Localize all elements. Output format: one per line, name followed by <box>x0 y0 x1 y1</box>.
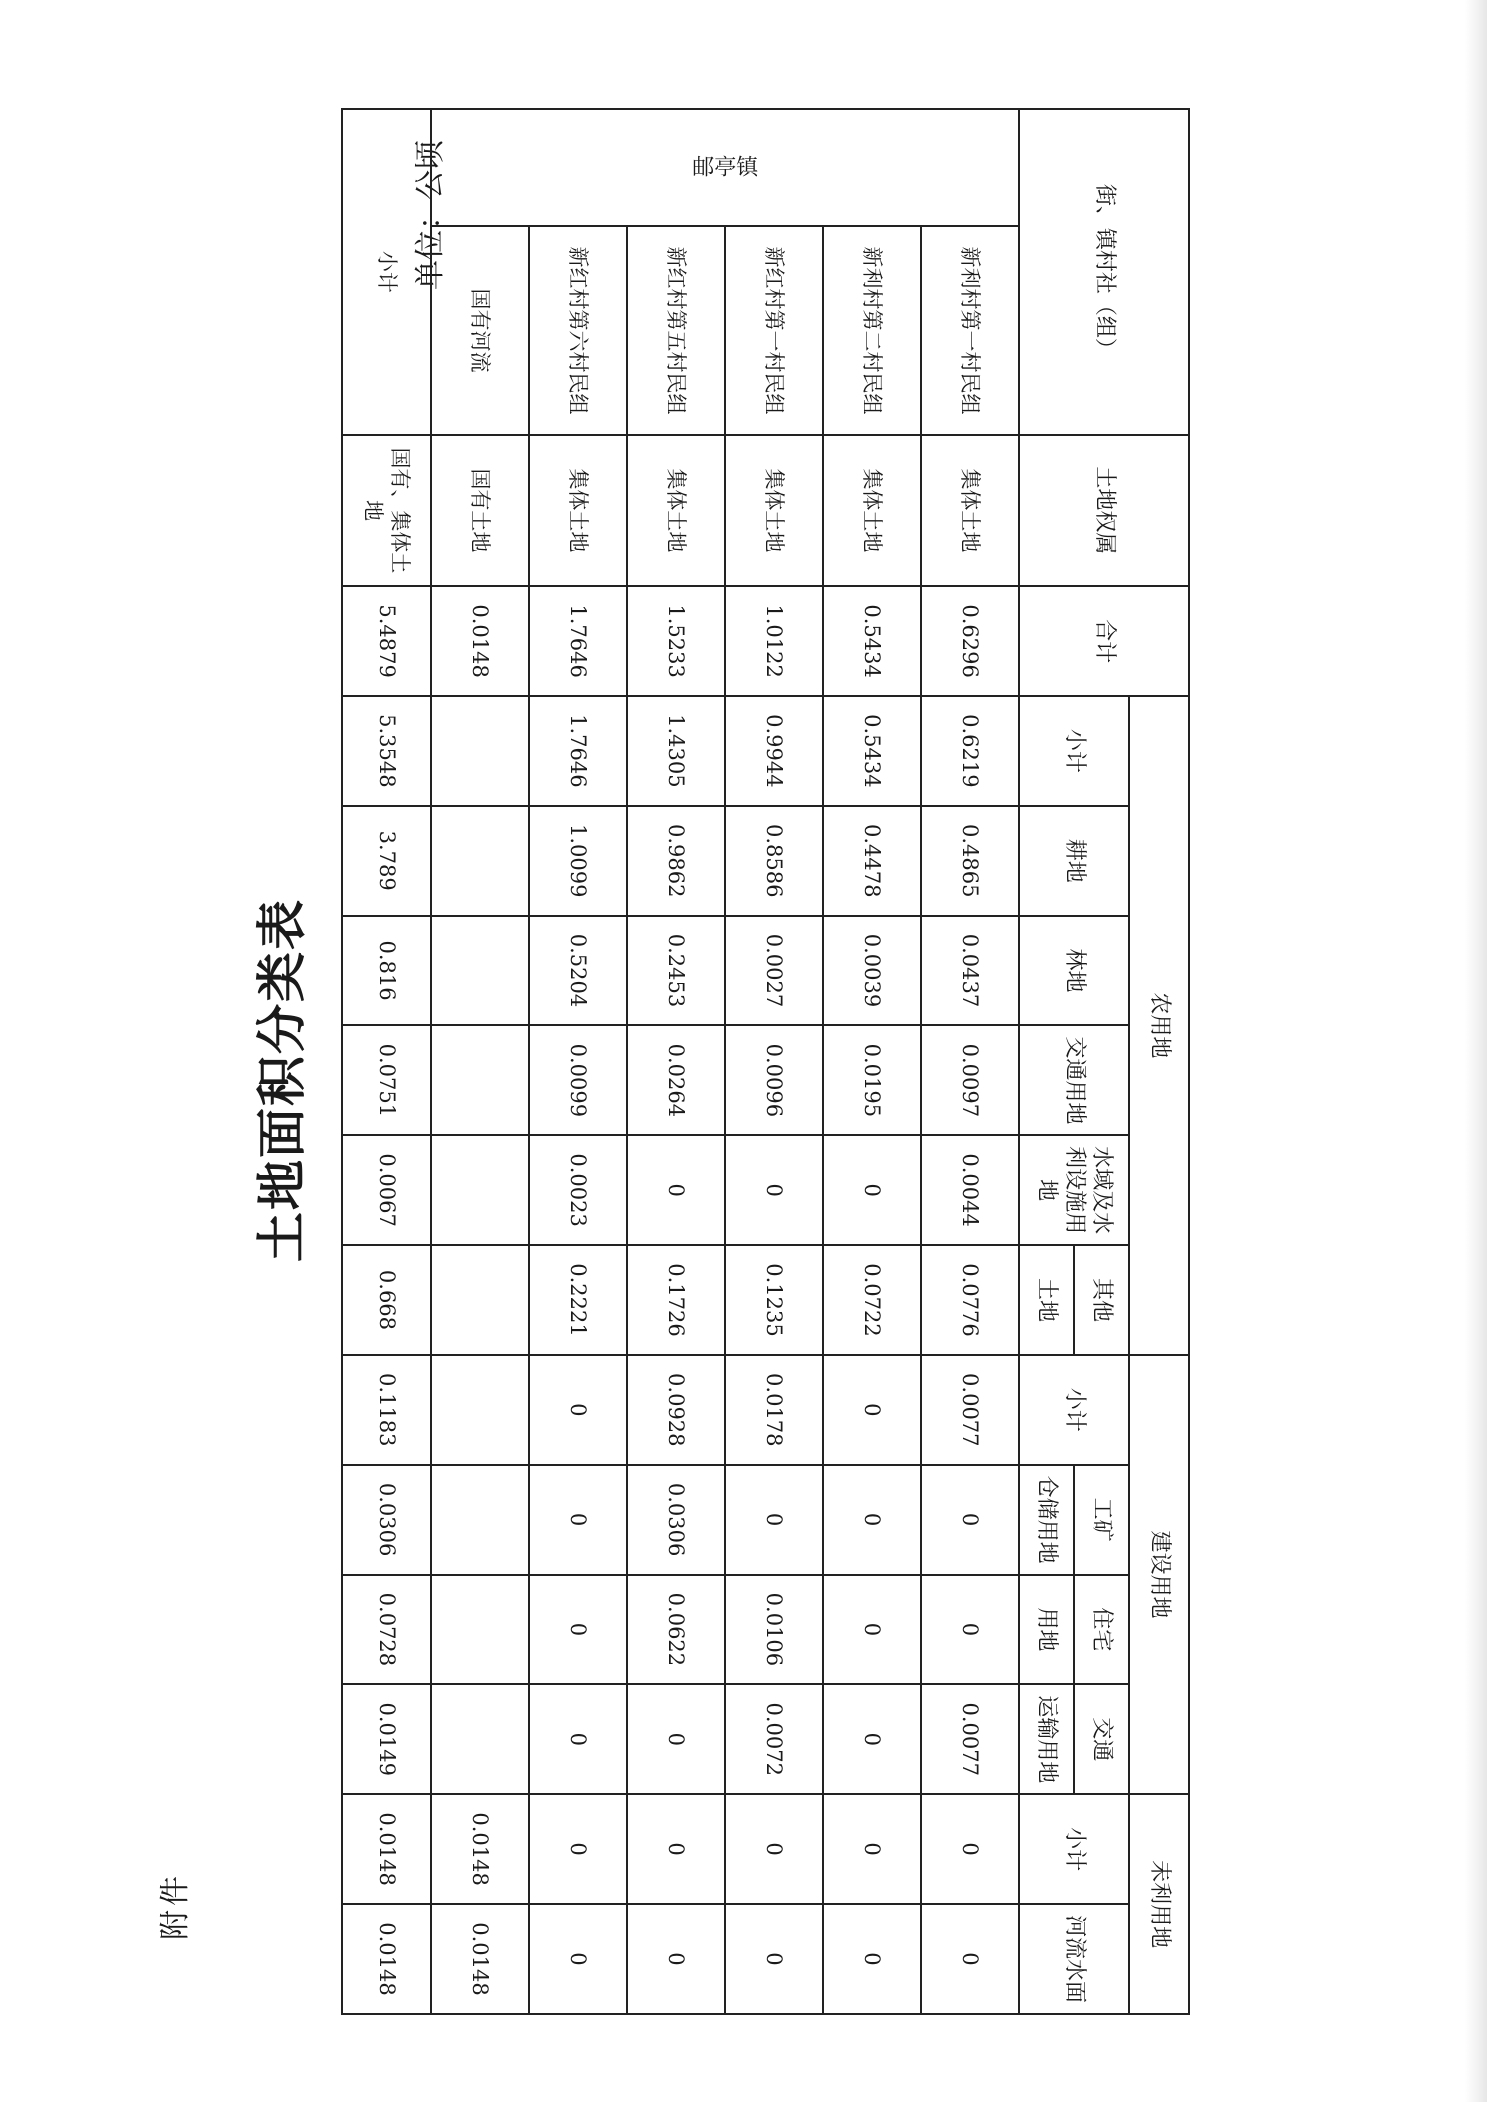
summary-transport-ag: 0.0751 <box>342 1025 431 1135</box>
row-name: 新利村第一村民组 <box>921 226 1019 434</box>
cell-forest <box>431 916 529 1026</box>
summary-total: 5.4879 <box>342 586 431 696</box>
cell-river: 0 <box>725 1904 823 2014</box>
summary-ag-sub: 5.3548 <box>342 696 431 806</box>
header-cultivated: 耕地 <box>1019 806 1129 916</box>
cell-cultivated: 0.8586 <box>725 806 823 916</box>
cell-transport: 0 <box>529 1684 627 1794</box>
summary-ownership: 国有、集体土地 <box>342 435 431 586</box>
cell-transport: 0 <box>823 1684 921 1794</box>
cell-other <box>431 1245 529 1355</box>
header-street: 街、镇村社（组） <box>1019 109 1189 435</box>
summary-forest: 0.816 <box>342 916 431 1026</box>
cell-con-sub: 0 <box>529 1355 627 1465</box>
row-ownership: 集体土地 <box>725 435 823 586</box>
cell-con-sub <box>431 1355 529 1465</box>
header-industrial-top: 工矿 <box>1074 1465 1129 1575</box>
header-unused-subtotal: 小计 <box>1019 1794 1129 1904</box>
cell-industrial: 0 <box>921 1465 1019 1575</box>
row-name: 新红村第六村民组 <box>529 226 627 434</box>
cell-transport-ag: 0.0099 <box>529 1025 627 1135</box>
cell-water: 0 <box>627 1135 725 1245</box>
header-total: 合计 <box>1019 586 1189 696</box>
header-water-facility: 水域及水利设施用地 <box>1019 1135 1129 1245</box>
summary-transport: 0.0149 <box>342 1684 431 1794</box>
header-forest: 林地 <box>1019 916 1129 1026</box>
cell-forest: 0.5204 <box>529 916 627 1026</box>
unit-label: 单位：公顷 <box>413 140 448 290</box>
header-unused: 未利用地 <box>1129 1794 1189 2014</box>
cell-river: 0 <box>921 1904 1019 2014</box>
cell-water <box>431 1135 529 1245</box>
header-transport-ag: 交通用地 <box>1019 1025 1129 1135</box>
cell-transport <box>431 1684 529 1794</box>
summary-river: 0.0148 <box>342 1904 431 2014</box>
cell-industrial: 0 <box>823 1465 921 1575</box>
cell-water: 0 <box>725 1135 823 1245</box>
row-name: 国有河流 <box>431 226 529 434</box>
cell-transport-ag: 0.0096 <box>725 1025 823 1135</box>
cell-industrial: 0 <box>725 1465 823 1575</box>
appendix-label: 附件 <box>158 1872 193 1940</box>
summary-industrial: 0.0306 <box>342 1465 431 1575</box>
cell-forest: 0.0039 <box>823 916 921 1026</box>
cell-ag-sub: 0.9944 <box>725 696 823 806</box>
cell-total: 1.7646 <box>529 586 627 696</box>
summary-other: 0.668 <box>342 1245 431 1355</box>
town-cell <box>431 109 1019 226</box>
row-ownership: 集体土地 <box>627 435 725 586</box>
cell-cultivated: 0.4865 <box>921 806 1019 916</box>
cell-industrial: 0.0306 <box>627 1465 725 1575</box>
cell-total: 0.0148 <box>431 586 529 696</box>
cell-forest: 0.2453 <box>627 916 725 1026</box>
cell-total: 1.0122 <box>725 586 823 696</box>
header-con-subtotal: 小计 <box>1019 1355 1129 1465</box>
cell-transport: 0 <box>627 1684 725 1794</box>
cell-transport-ag: 0.0195 <box>823 1025 921 1135</box>
cell-forest: 0.0437 <box>921 916 1019 1026</box>
cell-water: 0.0023 <box>529 1135 627 1245</box>
cell-total: 0.6296 <box>921 586 1019 696</box>
cell-other: 0.2221 <box>529 1245 627 1355</box>
cell-unused-sub: 0.0148 <box>431 1794 529 1904</box>
cell-total: 1.5233 <box>627 586 725 696</box>
cell-unused-sub: 0 <box>627 1794 725 1904</box>
cell-residential: 0 <box>529 1575 627 1685</box>
cell-ag-sub: 0.5434 <box>823 696 921 806</box>
cell-residential <box>431 1575 529 1685</box>
cell-unused-sub: 0 <box>725 1794 823 1904</box>
cell-water: 0.0044 <box>921 1135 1019 1245</box>
cell-other: 0.1235 <box>725 1245 823 1355</box>
header-industrial-bottom: 仓储用地 <box>1019 1465 1074 1575</box>
header-transport-top: 交通 <box>1074 1684 1129 1794</box>
cell-water: 0 <box>823 1135 921 1245</box>
cell-residential: 0.0622 <box>627 1575 725 1685</box>
table-row <box>431 109 529 2014</box>
cell-river: 0.0148 <box>431 1904 529 2014</box>
summary-row <box>342 109 431 2014</box>
row-ownership: 集体土地 <box>529 435 627 586</box>
cell-cultivated <box>431 806 529 916</box>
cell-forest: 0.0027 <box>725 916 823 1026</box>
row-name: 新红村第一村民组 <box>725 226 823 434</box>
header-transport-bottom: 运输用地 <box>1019 1684 1074 1794</box>
cell-other: 0.0776 <box>921 1245 1019 1355</box>
header-ag-subtotal: 小计 <box>1019 696 1129 806</box>
cell-total: 0.5434 <box>823 586 921 696</box>
header-construction: 建设用地 <box>1129 1355 1189 1794</box>
cell-con-sub: 0 <box>823 1355 921 1465</box>
cell-unused-sub: 0 <box>921 1794 1019 1904</box>
summary-con-sub: 0.1183 <box>342 1355 431 1465</box>
cell-unused-sub: 0 <box>823 1794 921 1904</box>
cell-industrial: 0 <box>529 1465 627 1575</box>
cell-unused-sub: 0 <box>529 1794 627 1904</box>
cell-river: 0 <box>529 1904 627 2014</box>
cell-ag-sub: 1.4305 <box>627 696 725 806</box>
summary-water: 0.0067 <box>342 1135 431 1245</box>
document-title: 土地面积分类表 <box>252 898 311 1262</box>
cell-ag-sub: 1.7646 <box>529 696 627 806</box>
cell-other: 0.1726 <box>627 1245 725 1355</box>
cell-industrial <box>431 1465 529 1575</box>
scan-edge-shadow <box>1465 0 1487 2102</box>
summary-cultivated: 3.789 <box>342 806 431 916</box>
table-row <box>627 109 725 2014</box>
cell-transport-ag <box>431 1025 529 1135</box>
row-name: 新红村第五村民组 <box>627 226 725 434</box>
summary-residential: 0.0728 <box>342 1575 431 1685</box>
summary-unused-sub: 0.0148 <box>342 1794 431 1904</box>
cell-ag-sub: 0.6219 <box>921 696 1019 806</box>
cell-con-sub: 0.0178 <box>725 1355 823 1465</box>
header-other-top: 其他 <box>1074 1245 1129 1355</box>
row-ownership: 集体土地 <box>921 435 1019 586</box>
table-row <box>725 109 823 2014</box>
cell-cultivated: 0.9862 <box>627 806 725 916</box>
cell-cultivated: 1.0099 <box>529 806 627 916</box>
cell-con-sub: 0.0077 <box>921 1355 1019 1465</box>
cell-ag-sub <box>431 696 529 806</box>
table-row <box>529 109 627 2014</box>
cell-transport-ag: 0.0264 <box>627 1025 725 1135</box>
table-row <box>921 109 1019 2014</box>
cell-transport: 0.0077 <box>921 1684 1019 1794</box>
cell-river: 0 <box>627 1904 725 2014</box>
header-residential-bottom: 用地 <box>1019 1575 1074 1685</box>
cell-residential: 0 <box>823 1575 921 1685</box>
row-ownership: 国有土地 <box>431 435 529 586</box>
header-agricultural: 农用地 <box>1129 696 1189 1355</box>
summary-label: 小计 <box>342 109 431 435</box>
cell-residential: 0.0106 <box>725 1575 823 1685</box>
land-area-table <box>341 108 1190 2015</box>
cell-transport: 0.0072 <box>725 1684 823 1794</box>
table-wrapper <box>361 108 1190 2015</box>
cell-river: 0 <box>823 1904 921 2014</box>
header-other-bottom: 土地 <box>1019 1245 1074 1355</box>
table-row <box>823 109 921 2014</box>
cell-residential: 0 <box>921 1575 1019 1685</box>
town-label: 邮亭镇 <box>691 154 759 180</box>
row-ownership: 集体土地 <box>823 435 921 586</box>
cell-other: 0.0722 <box>823 1245 921 1355</box>
cell-con-sub: 0.0928 <box>627 1355 725 1465</box>
header-residential-top: 住宅 <box>1074 1575 1129 1685</box>
row-name: 新利村第二村民组 <box>823 226 921 434</box>
header-river: 河流水面 <box>1019 1904 1129 2014</box>
cell-transport-ag: 0.0097 <box>921 1025 1019 1135</box>
header-ownership: 土地权属 <box>1019 435 1189 586</box>
cell-cultivated: 0.4478 <box>823 806 921 916</box>
